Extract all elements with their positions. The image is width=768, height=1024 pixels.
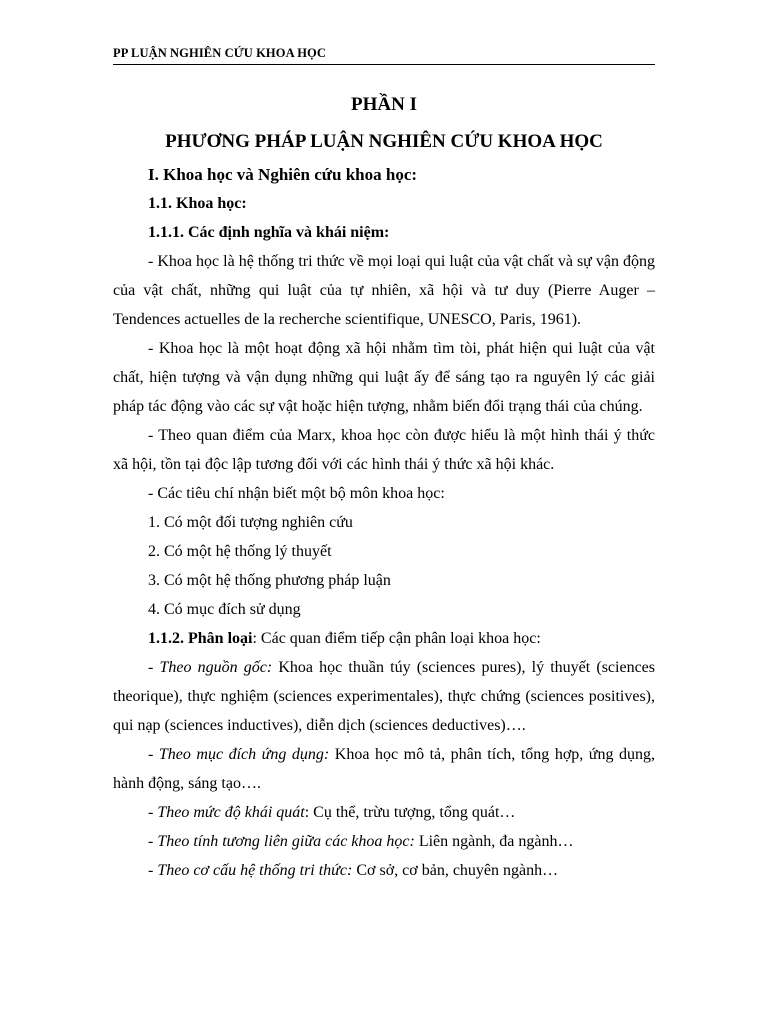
criteria-item: 1. Có một đối tượng nghiên cứu [148, 514, 353, 531]
subsubsection-heading: 1.1.1. Các định nghĩa và khái niệm: [148, 224, 390, 241]
classification-item: - Theo mức độ khái quát: Cụ thể, trừu tượng, tổng quát… [148, 804, 516, 821]
criteria-item: 3. Có một hệ thống phương pháp luận [148, 572, 391, 589]
paragraph: - Theo quan điểm của Marx, khoa học còn được hiểu là một hình thái ý thức xã hội, tồn tại độc lập tương đối với các hình thái ý thức xã hội khác. [113, 427, 655, 473]
running-header: PP LUẬN NGHIÊN CỨU KHOA HỌC [113, 45, 655, 65]
paragraph: - Khoa học là hệ thống tri thức về mọi loại qui luật của vật chất và sự vận động của vật chất, những qui luật của tự nhiên, xã hội và tư duy (Pierre Auger – Tendences actuelles de la recherche scientifique, UNESCO, Paris, 1961). [113, 253, 655, 328]
classification-heading: 1.1.2. Phân loại [148, 630, 253, 647]
classification-text: : Cụ thể, trừu tượng, tổng quát… [304, 804, 516, 821]
criteria-item: 2. Có một hệ thống lý thuyết [148, 543, 332, 560]
subsection-heading: 1.1. Khoa học: [148, 195, 247, 212]
classification-text: Cơ sở, cơ bản, chuyên ngành… [352, 862, 559, 879]
classification-item: - Theo tính tương liên giữa các khoa học: Liên ngành, đa ngành… [148, 833, 574, 850]
criteria-item: 4. Có mục đích sử dụng [148, 601, 301, 618]
classification-label: Theo tính tương liên giữa các khoa học: [157, 833, 415, 850]
classification-label: Theo mức độ khái quát [157, 804, 305, 821]
classification-item: - Theo mục đích ứng dụng: Khoa học mô tả, phân tích, tổng hợp, ứng dụng, hành động, sáng tạo…. [113, 746, 656, 792]
classification-text: Khoa học thuần túy (sciences pures), lý thuyết (sciences theorique), thực nghiệm (sciences experimentales), thực chứng (sciences positives), qui nạp (sciences inductives), diễn dịch (sciences deductives)…. [113, 659, 656, 734]
classification-text: Liên ngành, đa ngành… [414, 833, 574, 850]
classification-heading-rest: : Các quan điểm tiếp cận phân loại khoa học: [252, 630, 541, 647]
classification-text: Khoa học mô tả, phân tích, tổng hợp, ứng dụng, hành động, sáng tạo…. [113, 746, 656, 792]
classification-label: Theo nguồn gốc: [159, 659, 273, 676]
part-title: PHẦN I [351, 94, 417, 115]
classification-heading-line [113, 624, 655, 653]
paragraph: - Các tiêu chí nhận biết một bộ môn khoa học: [148, 485, 445, 502]
classification-label: Theo cơ cấu hệ thống tri thức: [157, 862, 353, 879]
classification-item: - Theo cơ cấu hệ thống tri thức: Cơ sở, cơ bản, chuyên ngành… [148, 862, 559, 879]
document-title: PHƯƠNG PHÁP LUẬN NGHIÊN CỨU KHOA HỌC [165, 131, 603, 152]
paragraph: - Khoa học là một hoạt động xã hội nhằm tìm tòi, phát hiện qui luật của vật chất, hiện tượng và vận dụng những qui luật ấy để sáng tạo ra nguyên lý các giải pháp tác động vào các sự vật hoặc hiện tượng, nhằm biến đổi trạng thái của chúng. [113, 340, 655, 415]
classification-item: - Theo nguồn gốc: Khoa học thuần túy (sciences pures), lý thuyết (sciences theorique), thực nghiệm (sciences experimentales), thực chứng (sciences positives), qui nạp (sciences inductives), diễn dịch (sciences deductives)…. [113, 659, 656, 734]
section-heading: I. Khoa học và Nghiên cứu khoa học: [148, 165, 418, 184]
classification-label: Theo mục đích ứng dụng: [158, 746, 330, 763]
document-body [113, 160, 655, 885]
